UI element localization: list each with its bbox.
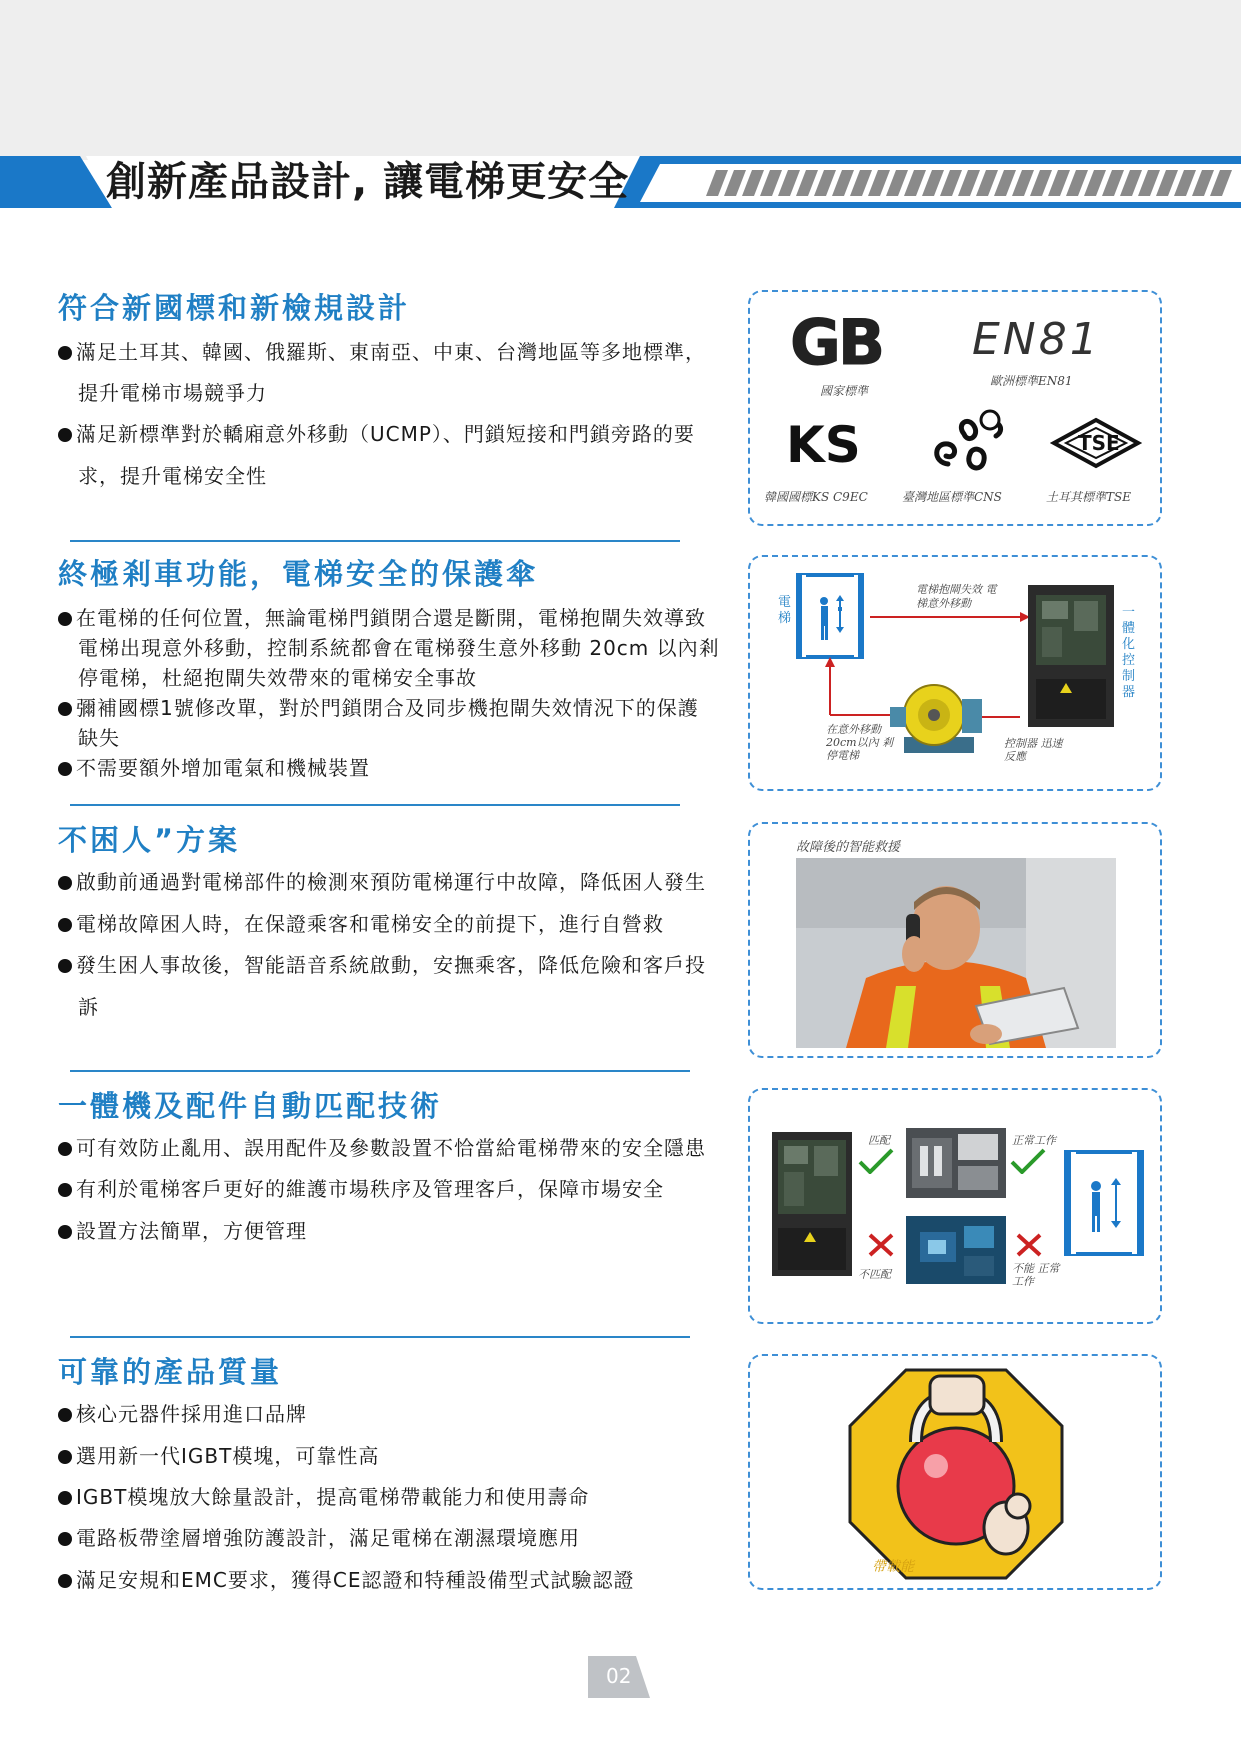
bullet-dot (58, 876, 72, 890)
rescue-photo-panel (748, 822, 1162, 1058)
mismatched-board-photo (906, 1216, 1006, 1284)
load-capacity-caption: 帶載能 (872, 1559, 914, 1575)
cross-icon (1014, 1232, 1044, 1258)
kettlebell-illustration (846, 1366, 1066, 1582)
bullet-continuation: 求，提升電梯安全性 (78, 464, 267, 488)
standards-logos-panel (748, 290, 1162, 526)
bullet-dot (58, 1491, 72, 1505)
bullet-dot (58, 1450, 72, 1464)
cross-icon (866, 1232, 896, 1258)
bullet-item: 滿足新標準對於轎廂意外移動（UCMP）、門鎖短接和門鎖旁路的要 (58, 418, 695, 447)
controller-label: 一體化控制器 (1122, 605, 1136, 700)
integrated-controller-icon (770, 1130, 854, 1278)
rescue-caption: 故障後的智能救援 (796, 840, 901, 855)
technician-photo (796, 858, 1116, 1048)
bullet-item: 電梯故障困人時，在保證乘客和電梯安全的前提下，進行自營救 (58, 908, 664, 937)
bullet-dot (58, 918, 72, 932)
section-divider (70, 1336, 690, 1338)
bullet-dot (58, 612, 72, 626)
page-number: 02 (606, 1664, 632, 1688)
controller-response-label: 控制器 迅速反應 (1004, 737, 1063, 763)
tse-caption: 土耳其標準TSE (1046, 490, 1131, 504)
bullet-item: 核心元器件採用進口品牌 (58, 1398, 307, 1427)
mismatch-label: 不匹配 (858, 1268, 891, 1281)
bullet-item: 彌補國標1號修改單，對於門鎖閉合及同步機抱閘失效情況下的保護 (58, 692, 699, 721)
section-divider (70, 540, 680, 542)
bullet-item: 電路板帶塗層增強防護設計，滿足電梯在潮濕環境應用 (58, 1522, 580, 1551)
bullet-item: 有利於電梯客戶更好的維護市場秩序及管理客戶，保障市場安全 (58, 1173, 664, 1202)
bullet-continuation: 提升電梯市場競爭力 (78, 381, 267, 405)
load-capacity-panel (748, 1354, 1162, 1590)
bullet-continuation: 停電梯，杜絕抱閘失效帶來的電梯安全事故 (78, 666, 477, 690)
bullet-item: 發生困人事故後，智能語音系統啟動，安撫乘客，降低危險和客戶投 (58, 949, 706, 978)
bullet-dot (58, 762, 72, 776)
bullet-dot (58, 1183, 72, 1197)
bullet-dot (58, 959, 72, 973)
en81-caption: 歐洲標準EN81 (990, 374, 1073, 388)
gb-caption: 國家標準 (820, 384, 869, 398)
bullet-item: 在電梯的任何位置，無論電梯門鎖閉合還是斷開，電梯抱閘失效導致 (58, 602, 706, 631)
brake-failure-label: 電梯抱閘失效 電梯意外移動 (916, 583, 997, 610)
bullet-dot (58, 1225, 72, 1239)
check-icon (1010, 1148, 1046, 1174)
section-title-no-trap: 不困人”方案 (58, 823, 241, 857)
ks-caption: 韓國國標KS C9EC (764, 490, 868, 504)
bullet-continuation: 缺失 (78, 726, 120, 750)
stop-distance-label: 在意外移動 20cm以內 剎停電梯 (826, 723, 894, 762)
bullet-dot (58, 428, 72, 442)
section-title-quality: 可靠的產品質量 (58, 1355, 283, 1389)
section-title-standards: 符合新國標和新檢規設計 (58, 291, 411, 325)
braking-diagram-panel (748, 555, 1162, 791)
auto-match-panel (748, 1088, 1162, 1324)
bullet-item: 滿足土耳其、韓國、俄羅斯、東南亞、中東、台灣地區等多地標準， (58, 336, 706, 365)
bullet-item: 滿足安規和EMC要求，獲得CE認證和特種設備型式試驗認證 (58, 1564, 634, 1593)
section-divider (70, 1070, 690, 1072)
bullet-dot (58, 1142, 72, 1156)
cns-caption: 臺灣地區標準CNS (902, 490, 1002, 504)
elevator-icon (1062, 1148, 1146, 1258)
cns-logo-icon (928, 404, 1008, 484)
bullet-item: 可有效防止亂用、誤用配件及參數設置不恰當給電梯帶來的安全隱患 (58, 1132, 706, 1161)
gb-logo: GB (790, 306, 883, 379)
bullet-item: 啟動前通過對電梯部件的檢測來預防電梯運行中故障，降低困人發生 (58, 866, 706, 895)
section-title-braking: 終極剎車功能，電梯安全的保護傘 (58, 557, 539, 591)
matched-board-photo (906, 1128, 1006, 1198)
section-divider (70, 804, 680, 806)
bullet-item: 不需要額外增加電氣和機械裝置 (58, 752, 370, 781)
match-label: 匹配 (868, 1134, 890, 1147)
tse-logo-text: TSE (1078, 431, 1120, 455)
bullet-item: 設置方法簡單，方便管理 (58, 1215, 307, 1244)
traction-machine-icon (890, 677, 986, 761)
en81-logo: EN81 (972, 314, 1101, 365)
bullet-dot (58, 1574, 72, 1588)
abnormal-work-label: 不能 正常工作 (1012, 1262, 1060, 1288)
bullet-dot (58, 1408, 72, 1422)
bullet-item: 選用新一代IGBT模塊，可靠性高 (58, 1440, 379, 1469)
bullet-dot (58, 702, 72, 716)
section-title-auto-match: 一體機及配件自動匹配技術 (58, 1089, 443, 1123)
check-icon (858, 1148, 894, 1174)
bullet-continuation: 電梯出現意外移動，控制系統都會在電梯發生意外移動 20cm 以內剎 (78, 636, 720, 660)
bullet-item: IGBT模塊放大餘量設計，提高電梯帶載能力和使用壽命 (58, 1481, 589, 1510)
bullet-dot (58, 346, 72, 360)
bullet-dot (58, 1532, 72, 1546)
elevator-label: 電梯 (778, 595, 792, 626)
normal-work-label: 正常工作 (1012, 1134, 1056, 1147)
header-background (0, 0, 1241, 160)
ks-logo: KS (786, 416, 861, 474)
page-title: 創新產品設計, 讓電梯更安全 (106, 159, 630, 205)
bullet-continuation: 訴 (78, 995, 99, 1019)
controller-cabinet-icon (1026, 583, 1116, 729)
